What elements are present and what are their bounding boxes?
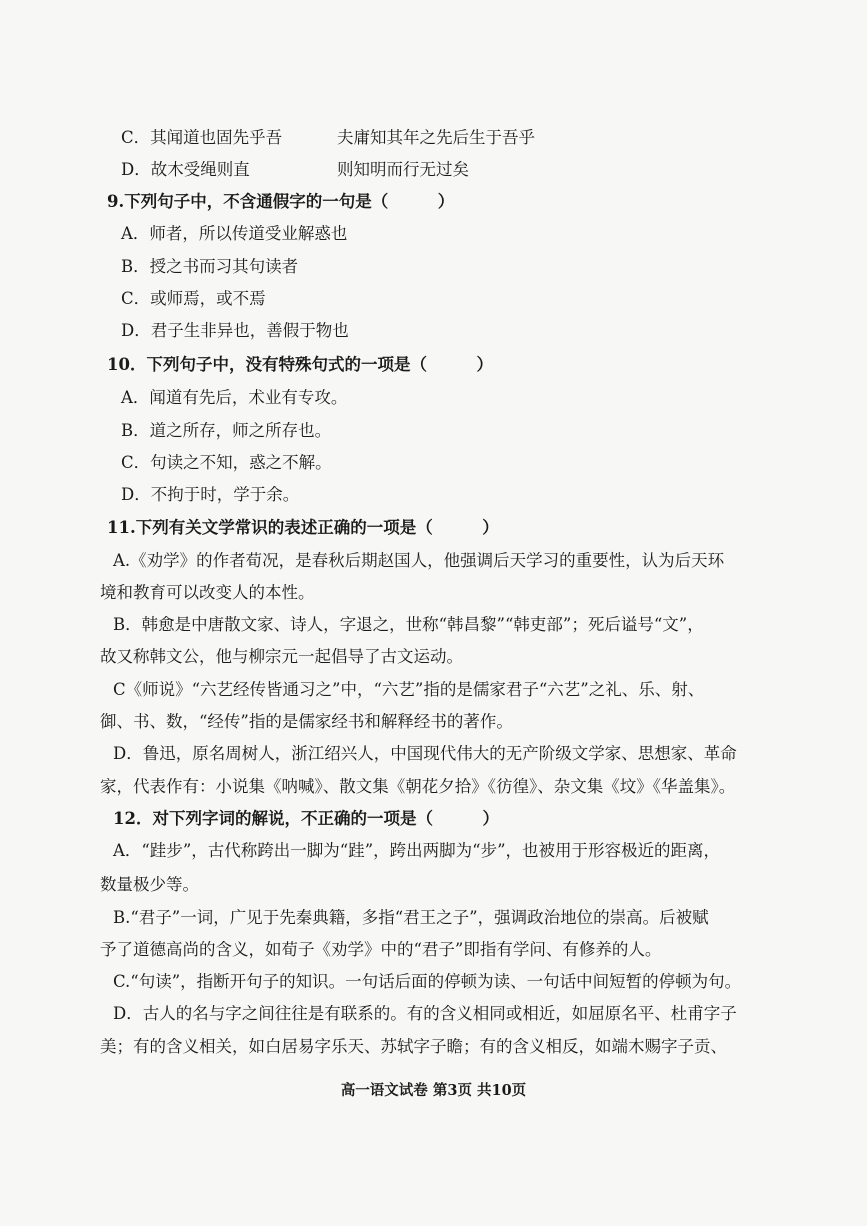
question-12-stem: 12．对下列字词的解说，不正确的一项是（ ） (113, 809, 499, 828)
question-9-option-a: A．师者，所以传道受业解惑也 (121, 224, 348, 243)
option-left-text: D．故木受绳则直 (121, 160, 250, 179)
question-9-option-b: B．授之书而习其句读者 (121, 257, 299, 276)
option-left-text: C．其闻道也固先乎吾 (121, 128, 283, 147)
option-d-q8-right: 则知明而行无过矣 (337, 160, 469, 179)
question-12-line: 美；有的含义相关，如白居易字乐天、苏轼字子瞻；有的含义相反，如端木赐字子贡、 (100, 1037, 727, 1056)
question-11-line: A.《劝学》的作者荀况，是春秋后期赵国人，他强调后天学习的重要性，认为后天环 (113, 551, 725, 570)
question-12-line: 予了道德高尚的含义，如荀子《劝学》中的“君子”即指有学问、有修养的人。 (100, 940, 662, 959)
question-11-line: B．韩愈是中唐散文家、诗人，字退之，世称“韩昌黎”“韩吏部”；死后谥号“文”， (113, 615, 704, 634)
option-c-q8 (121, 127, 282, 149)
page-footer: 高一语文试卷 第3页 共10页 (340, 1082, 527, 1099)
question-12-line: A．“跬步”，古代称跨出一脚为“跬”，跨出两脚为“步”，也被用于形容极近的距离， (113, 841, 721, 860)
question-11-stem: 11.下列有关文学常识的表述正确的一项是（ ） (107, 518, 499, 537)
question-12-line: C.“句读”，指断开句子的知识。一句话后面的停顿为读、一句话中间短暂的停顿为句。 (113, 972, 742, 991)
question-10-option-c: C．句读之不知，惑之不解。 (121, 453, 332, 472)
option-d-q8 (121, 159, 250, 181)
question-10-stem: 10．下列句子中，没有特殊句式的一项是（ ） (107, 355, 493, 374)
question-11-line: 家，代表作有：小说集《呐喊》、散文集《朝花夕拾》《彷徨》、杂文集《坟》《华盖集》。 (100, 777, 736, 796)
question-10-option-a: A．闻道有先后，术业有专攻。 (121, 388, 348, 407)
question-11-line: 御、书、数，“经传”指的是儒家经书和解释经书的著作。 (100, 712, 513, 731)
question-11-line: D．鲁迅，原名周树人，浙江绍兴人，中国现代伟大的无产阶级文学家、思想家、革命 (113, 744, 737, 763)
question-10-option-b: B．道之所存，师之所存也。 (121, 421, 332, 440)
question-12-line: 数量极少等。 (100, 875, 199, 894)
question-10-option-d: D．不拘于时，学于余。 (121, 485, 300, 504)
question-12-line: B.“君子”一词，广见于先秦典籍，多指“君王之子”，强调政治地位的崇高。后被赋 (113, 908, 709, 927)
question-11-line: 故又称韩文公，他与柳宗元一起倡导了古文运动。 (100, 647, 463, 666)
option-c-q8-right: 夫庸知其年之先后生于吾乎 (337, 128, 535, 147)
question-9-option-d: D．君子生非异也，善假于物也 (121, 321, 349, 340)
question-12-line: D．古人的名与字之间往往是有联系的。有的含义相同或相近，如屈原名平、杜甫字子 (113, 1004, 737, 1023)
question-11-line: C《师说》“六艺经传皆通习之”中，“六艺”指的是儒家君子“六艺”之礼、乐、射、 (113, 680, 705, 699)
question-11-line: 境和教育可以改变人的本性。 (100, 583, 315, 602)
question-9-stem: 9.下列句子中，不含通假字的一句是（ ） (107, 192, 455, 211)
question-9-option-c: C．或师焉，或不焉 (121, 289, 266, 308)
